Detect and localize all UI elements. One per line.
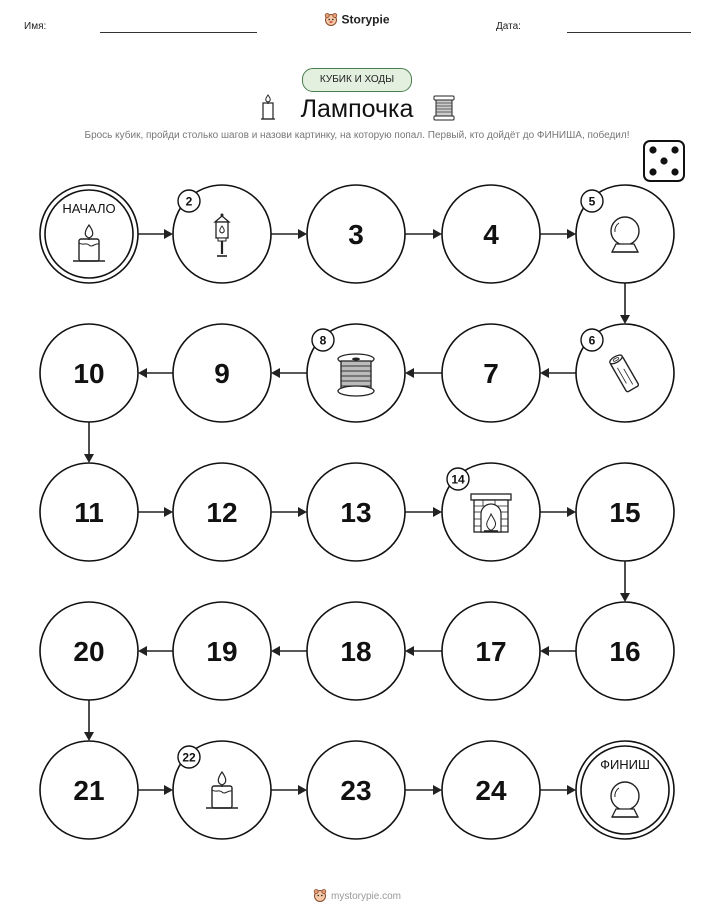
board-cell[interactable]: [307, 602, 405, 700]
path-arrow: [540, 368, 576, 378]
finish-label: ФИНИШ: [600, 757, 650, 772]
fireplace-icon: [471, 494, 511, 532]
cell-number-badge: 22: [182, 750, 196, 765]
cell-number: 13: [340, 497, 372, 528]
cell-number-badge: 5: [588, 194, 596, 209]
start-cell[interactable]: [40, 185, 138, 283]
path-arrow: [138, 646, 173, 656]
dice-icon: [644, 141, 684, 181]
path-arrow: [405, 507, 442, 517]
path-arrow: [271, 507, 307, 517]
instructions: Брось кубик, пройди столько шагов и назови картинку, на которую попал. Первый, кто дойдёт до ФИНИША, победил!: [84, 130, 630, 141]
storypie-logo-icon: [313, 888, 327, 905]
board-cell[interactable]: [307, 324, 405, 422]
path-arrow: [138, 229, 173, 239]
cell-number: 18: [340, 636, 372, 667]
path-arrow: [271, 646, 307, 656]
cell-number: 24: [475, 775, 507, 806]
finish-cell[interactable]: [576, 741, 674, 839]
path-arrow: [540, 507, 576, 517]
cell-number: 21: [73, 775, 105, 806]
board-cell[interactable]: [173, 602, 271, 700]
board-cell[interactable]: [442, 463, 540, 561]
cell-number: 4: [483, 219, 499, 250]
cell-number: 3: [348, 219, 364, 250]
board-cell[interactable]: [576, 185, 674, 283]
board-cell[interactable]: [40, 463, 138, 561]
path-arrow: [84, 700, 94, 741]
board-cell[interactable]: [442, 602, 540, 700]
path-arrow: [405, 785, 442, 795]
board-cell[interactable]: [173, 185, 271, 283]
path-arrow: [405, 368, 442, 378]
cell-number-badge: 2: [185, 194, 193, 209]
board-cell[interactable]: [576, 463, 674, 561]
footer-url[interactable]: mystorypie.com: [330, 891, 401, 903]
date-label: Дата:: [496, 21, 521, 32]
path-arrow: [620, 561, 630, 602]
path-arrow: [540, 229, 576, 239]
cell-number: 7: [483, 358, 499, 389]
board-cell[interactable]: [307, 741, 405, 839]
crystal-ball-icon: [611, 782, 639, 817]
cell-number-badge: 14: [451, 472, 465, 487]
path-arrow: [540, 646, 576, 656]
path-arrow: [138, 368, 173, 378]
board-cell[interactable]: [307, 185, 405, 283]
board-cells: [40, 185, 674, 839]
path-arrow: [84, 422, 94, 463]
path-arrow: [138, 785, 173, 795]
board-cell[interactable]: [442, 741, 540, 839]
path-arrow: [620, 283, 630, 324]
cell-number: 23: [340, 775, 372, 806]
brand-name: Storypie: [341, 12, 390, 27]
board-cell[interactable]: [576, 602, 674, 700]
cell-number: 16: [609, 636, 641, 667]
board-cell[interactable]: [40, 741, 138, 839]
board-cell[interactable]: [40, 324, 138, 422]
cell-number-badge: 8: [319, 333, 327, 348]
cell-number: 11: [74, 497, 104, 528]
cell-number: 15: [609, 497, 641, 528]
path-arrow: [271, 229, 307, 239]
cell-number-badge: 6: [588, 333, 596, 348]
path-arrow: [540, 785, 576, 795]
path-arrow: [405, 229, 442, 239]
category-badge: КУБИК И ХОДЫ: [302, 68, 412, 92]
board-cell[interactable]: [173, 741, 271, 839]
cell-number: 19: [206, 636, 238, 667]
path-arrow: [271, 368, 307, 378]
board-cell[interactable]: [442, 324, 540, 422]
cell-number: 17: [475, 636, 507, 667]
cell-number: 20: [73, 636, 105, 667]
crystal-ball-icon: [611, 217, 639, 252]
cell-number: 12: [206, 497, 238, 528]
start-label: НАЧАЛО: [62, 201, 116, 216]
path-arrow: [405, 646, 442, 656]
path-arrow: [271, 785, 307, 795]
board-cell[interactable]: [307, 463, 405, 561]
cell-number: 9: [214, 358, 230, 389]
board-cell[interactable]: [442, 185, 540, 283]
board-cell[interactable]: [173, 463, 271, 561]
cell-number: 10: [73, 358, 105, 389]
board-cell[interactable]: [173, 324, 271, 422]
board-cell[interactable]: [40, 602, 138, 700]
name-label: Имя:: [24, 21, 47, 32]
footer: [0, 888, 714, 905]
path-arrow: [138, 507, 173, 517]
page-title: Лампочка: [300, 95, 414, 123]
spool-icon: [338, 354, 374, 396]
board-cell[interactable]: [576, 324, 674, 422]
